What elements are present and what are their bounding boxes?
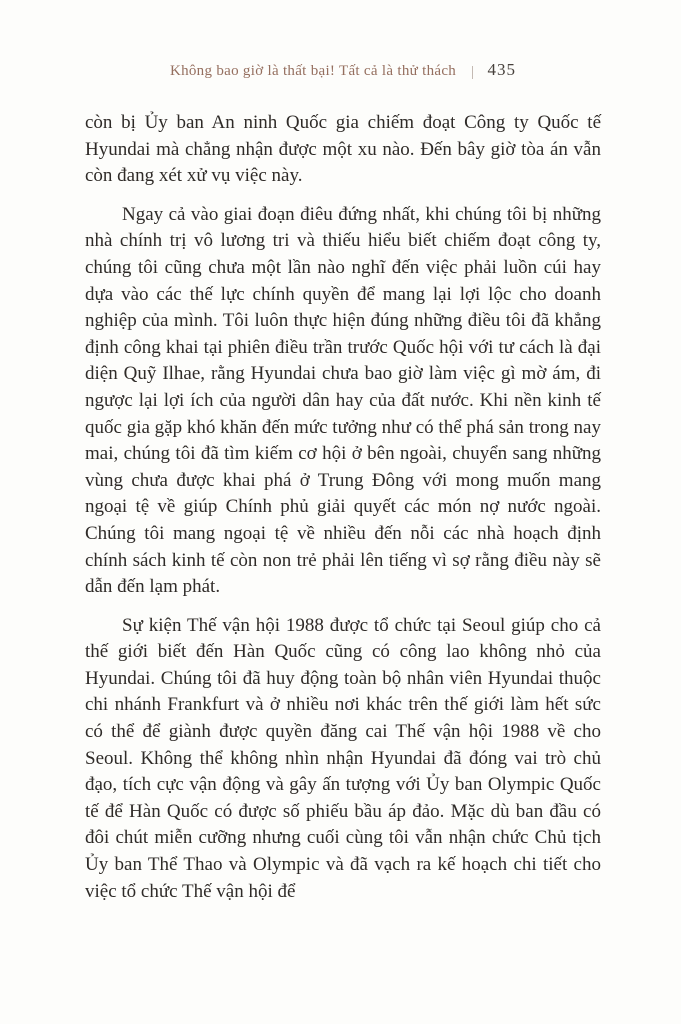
- paragraph: Sự kiện Thế vận hội 1988 được tổ chức tại Seoul giúp cho cả thế giới biết đến Hàn Quốc cũng có công lao không nhỏ của Hyundai. Chúng tôi đã huy động toàn bộ nhân viên Hyundai thuộc chi nhánh Frankfurt và ở nhiều nơi khác trên thế giới làm hết sức có thể để giành được quyền đăng cai Thế vận hội 1988 về cho Seoul. Không thể không nhìn nhận Hyundai đã đóng vai trò chủ đạo, tích cực vận động và gây ấn tượng với Ủy ban Olympic Quốc tế để Hàn Quốc có được số phiếu bầu áp đảo. Mặc dù ban đầu có đôi chút miễn cưỡng nhưng cuối cùng tôi vẫn nhận chức Chủ tịch Ủy ban Thể Thao và Olympic và đã vạch ra kế hoạch chi tiết cho việc tổ chức Thế vận hội để: [85, 614, 601, 902]
- paragraph-continuation: còn bị Ủy ban An ninh Quốc gia chiếm đoạt Công ty Quốc tế Hyundai mà chẳng nhận được một xu nào. Đến bây giờ tòa án vẫn còn đang xét xử vụ việc này.: [85, 112, 601, 187]
- page-number: 435: [487, 60, 517, 79]
- running-header: [85, 60, 601, 80]
- running-head-title: Không bao giờ là thất bại! Tất cả là thử thách: [169, 63, 457, 79]
- page-body: [85, 110, 601, 905]
- header-separator: |: [471, 64, 475, 80]
- paragraph: Ngay cả vào giai đoạn điêu đứng nhất, khi chúng tôi bị những nhà chính trị vô lương tri và thiếu hiểu biết chiếm đoạt công ty, chúng tôi cũng chưa một lần nào nghĩ đến việc phải luồn cúi hay dựa vào các thế lực chính quyền để mang lại lợi lộc cho doanh nghiệp của mình. Tôi luôn thực hiện đúng những điều tôi đã khẳng định công khai tại phiên điều trần trước Quốc hội với tư cách là đại diện Quỹ Ilhae, rằng Hyundai chưa bao giờ làm việc gì mờ ám, đi ngược lại lợi ích của người dân hay của đất nước. Khi nền kinh tế quốc gia gặp khó khăn đến mức tưởng như có thể phá sản trong nay mai, chúng tôi đã tìm kiếm cơ hội ở bên ngoài, chuyển sang những vùng chưa được khai phá ở Trung Đông với mong muốn mang ngoại tệ về giúp Chính phủ giải quyết các món nợ nước ngoài. Chúng tôi mang ngoại tệ về nhiều đến nỗi các nhà hoạch định chính sách kinh tế còn non trẻ phải lên tiếng vì sợ rằng điều này sẽ dẫn đến lạm phát.: [85, 203, 601, 598]
